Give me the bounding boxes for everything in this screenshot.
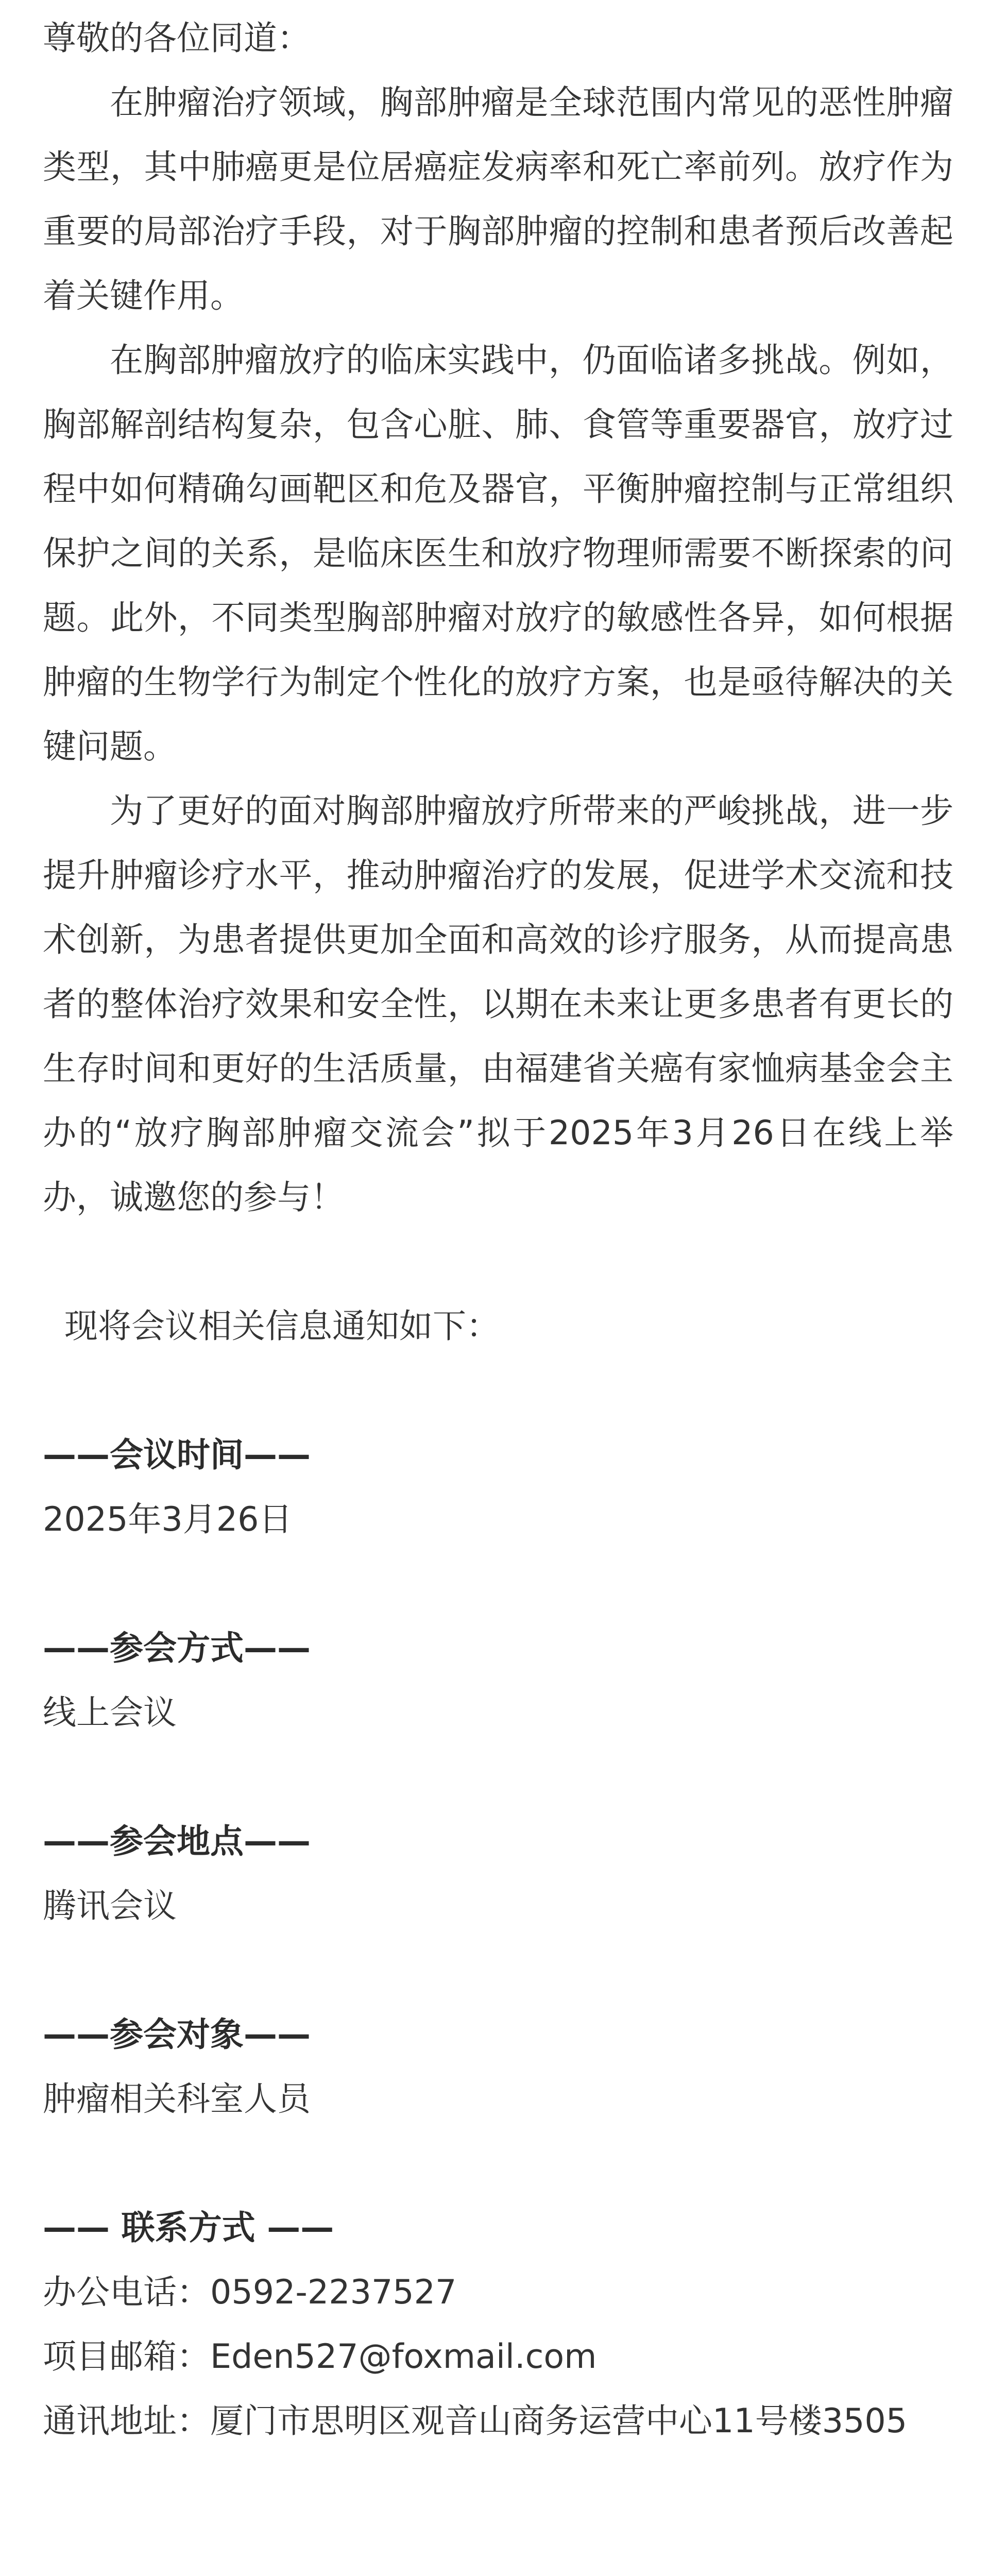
greeting: 尊敬的各位同道： [43, 19, 311, 58]
venue: 腾讯会议 [43, 1887, 177, 1925]
section-venue [43, 1809, 953, 1938]
office-phone: 办公电话：0592-2237527 [43, 2273, 457, 2312]
section-meeting-time [43, 1423, 953, 1552]
section-title: ——参会地点—— [43, 1822, 311, 1861]
paragraph-invitation: 为了更好的面对胸部肿瘤放疗所带来的严峻挑战，进一步提升肿瘤诊疗水平，推动肿瘤治疗的发展，促进学术交流和技术创新，为患者提供更加全面和高效的诊疗服务，从而提高患者的整体治疗效果和安全性，以期在未来让更多患者有更长的生存时间和更好的生活质量，由福建省关癌有家恤病基金会主办的“放疗胸部肿瘤交流会”拟于2025年3月26日在线上举办，诚邀您的参与！ [43, 792, 953, 1217]
section-audience [43, 2003, 953, 2131]
mailing-address: 通讯地址：厦门市思明区观音山商务运营中心11号楼3505 [43, 2402, 908, 2441]
section-contact [43, 2196, 953, 2453]
section-title: ——参会方式—— [43, 1629, 311, 1668]
audience: 肿瘤相关科室人员 [43, 2080, 311, 2119]
paragraph-challenges: 在胸部肿瘤放疗的临床实践中，仍面临诸多挑战。例如，胸部解剖结构复杂，包含心脏、肺、食管等重要器官，放疗过程中如何精确勾画靶区和危及器官，平衡肿瘤控制与正常组织保护之间的关系，是临床医生和放疗物理师需要不断探索的问题。此外，不同类型胸部肿瘤对放疗的敏感性各异，如何根据肿瘤的生物学行为制定个性化的放疗方案，也是亟待解决的关键问题。 [43, 341, 953, 766]
meeting-date: 2025年3月26日 [43, 1500, 293, 1539]
section-title: ——会议时间—— [43, 1436, 311, 1475]
section-title: ——参会对象—— [43, 2015, 311, 2054]
paragraph-background: 在肿瘤治疗领域，胸部肿瘤是全球范围内常见的恶性肿瘤类型，其中肺癌更是位居癌症发病率和死亡率前列。放疗作为重要的局部治疗手段，对于胸部肿瘤的控制和患者预后改善起着关键作用。 [43, 83, 953, 315]
section-title: —— 联系方式 —— [43, 2209, 334, 2247]
info-intro: 现将会议相关信息通知如下： [64, 1307, 500, 1346]
attendance-mode: 线上会议 [43, 1693, 177, 1732]
project-email: 项目邮箱：Eden527@foxmail.com [43, 2337, 597, 2376]
section-attendance-mode [43, 1616, 953, 1745]
